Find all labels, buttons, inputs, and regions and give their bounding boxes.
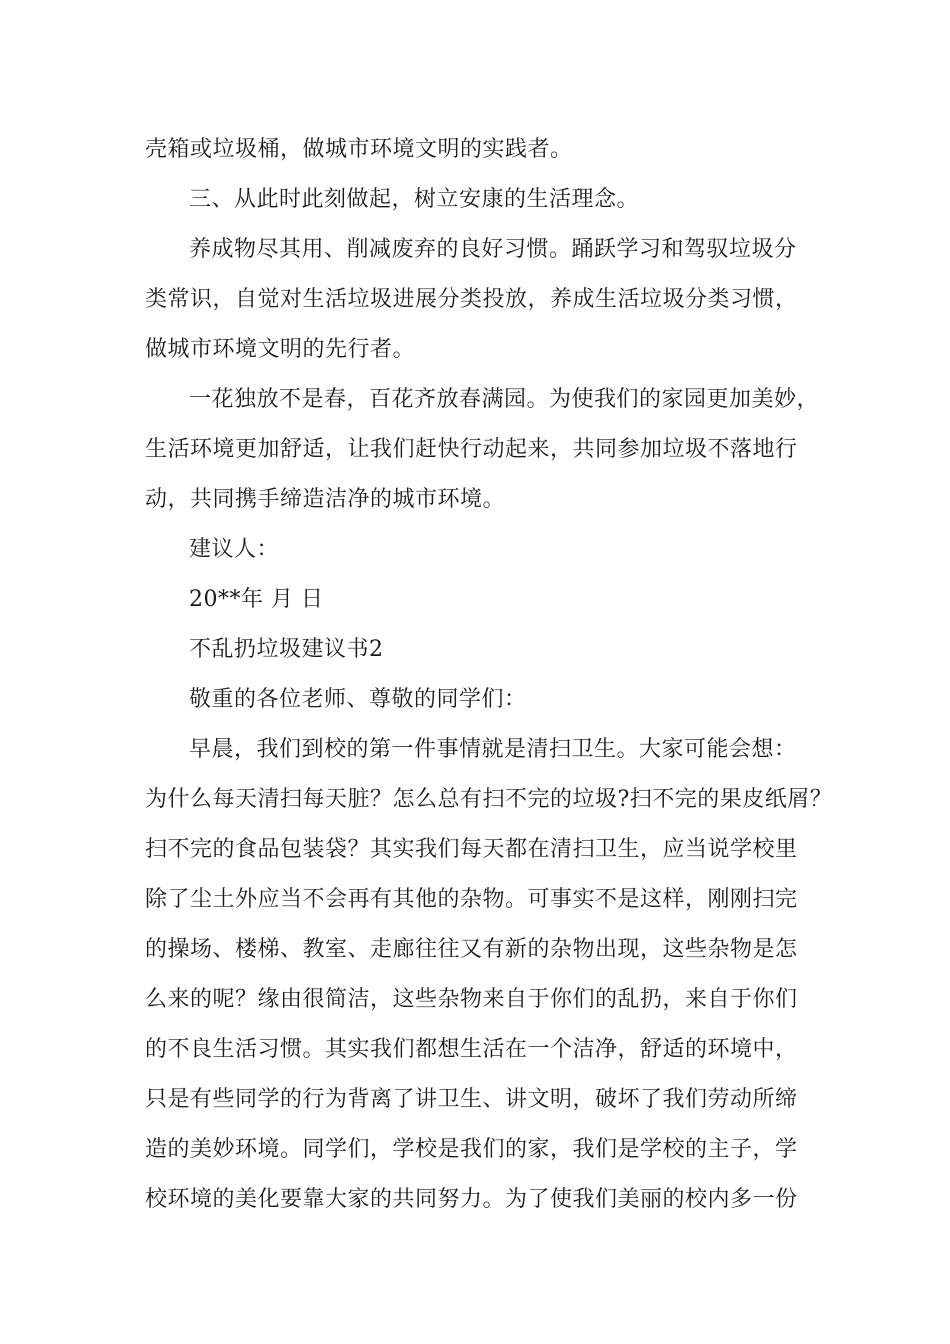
text-line: 造的美妙环境。同学们，学校是我们的家，我们是学校的主子，学 [145, 1137, 798, 1162]
text-line: 类常识，自觉对生活垃圾进展分类投放，养成生活垃圾分类习惯， [145, 287, 798, 312]
text-line: 的不良生活习惯。其实我们都想生活在一个洁净，舒适的环境中， [145, 1037, 798, 1062]
text-line: 为什么每天清扫每天脏？怎么总有扫不完的垃圾?扫不完的果皮纸屑？ [145, 787, 833, 812]
salutation: 敬重的各位老师、尊敬的同学们： [189, 687, 527, 712]
text-line: 生活环境更加舒适，让我们赶快行动起来，共同参加垃圾不落地行 [145, 437, 798, 462]
text-line: 只是有些同学的行为背离了讲卫生、讲文明，破坏了我们劳动所缔 [145, 1087, 798, 1112]
text-line: 做城市环境文明的先行者。 [145, 337, 416, 362]
text-line: 校环境的美化要靠大家的共同努力。为了使我们美丽的校内多一份 [145, 1187, 798, 1212]
text-line: 早晨，我们到校的第一件事情就是清扫卫生。大家可能会想： [189, 737, 797, 762]
text-line: 一花独放不是春，百花齐放春满园。为使我们的家园更加美妙， [189, 387, 820, 412]
signature-label: 建议人： [189, 537, 280, 562]
text-line: 的操场、楼梯、教室、走廊往往又有新的杂物出现，这些杂物是怎 [145, 937, 798, 962]
section-heading: 三、从此时此刻做起，树立安康的生活理念。 [189, 187, 640, 212]
text-line: 扫不完的食品包装袋？其实我们每天都在清扫卫生，应当说学校里 [145, 837, 798, 862]
text-line: 么来的呢？缘由很简洁，这些杂物来自于你们的乱扔，来自于你们 [145, 987, 798, 1012]
document-title: 不乱扔垃圾建议书2 [189, 637, 384, 662]
text-line: 壳箱或垃圾桶，做城市环境文明的实践者。 [145, 137, 573, 162]
date-line: 20**年 月 日 [189, 587, 324, 612]
text-line: 动，共同携手缔造洁净的城市环境。 [145, 487, 506, 512]
text-line: 养成物尽其用、削减废弃的良好习惯。踊跃学习和驾驭垃圾分 [189, 237, 797, 262]
text-line: 除了尘土外应当不会再有其他的杂物。可事实不是这样，刚刚扫完 [145, 887, 798, 912]
